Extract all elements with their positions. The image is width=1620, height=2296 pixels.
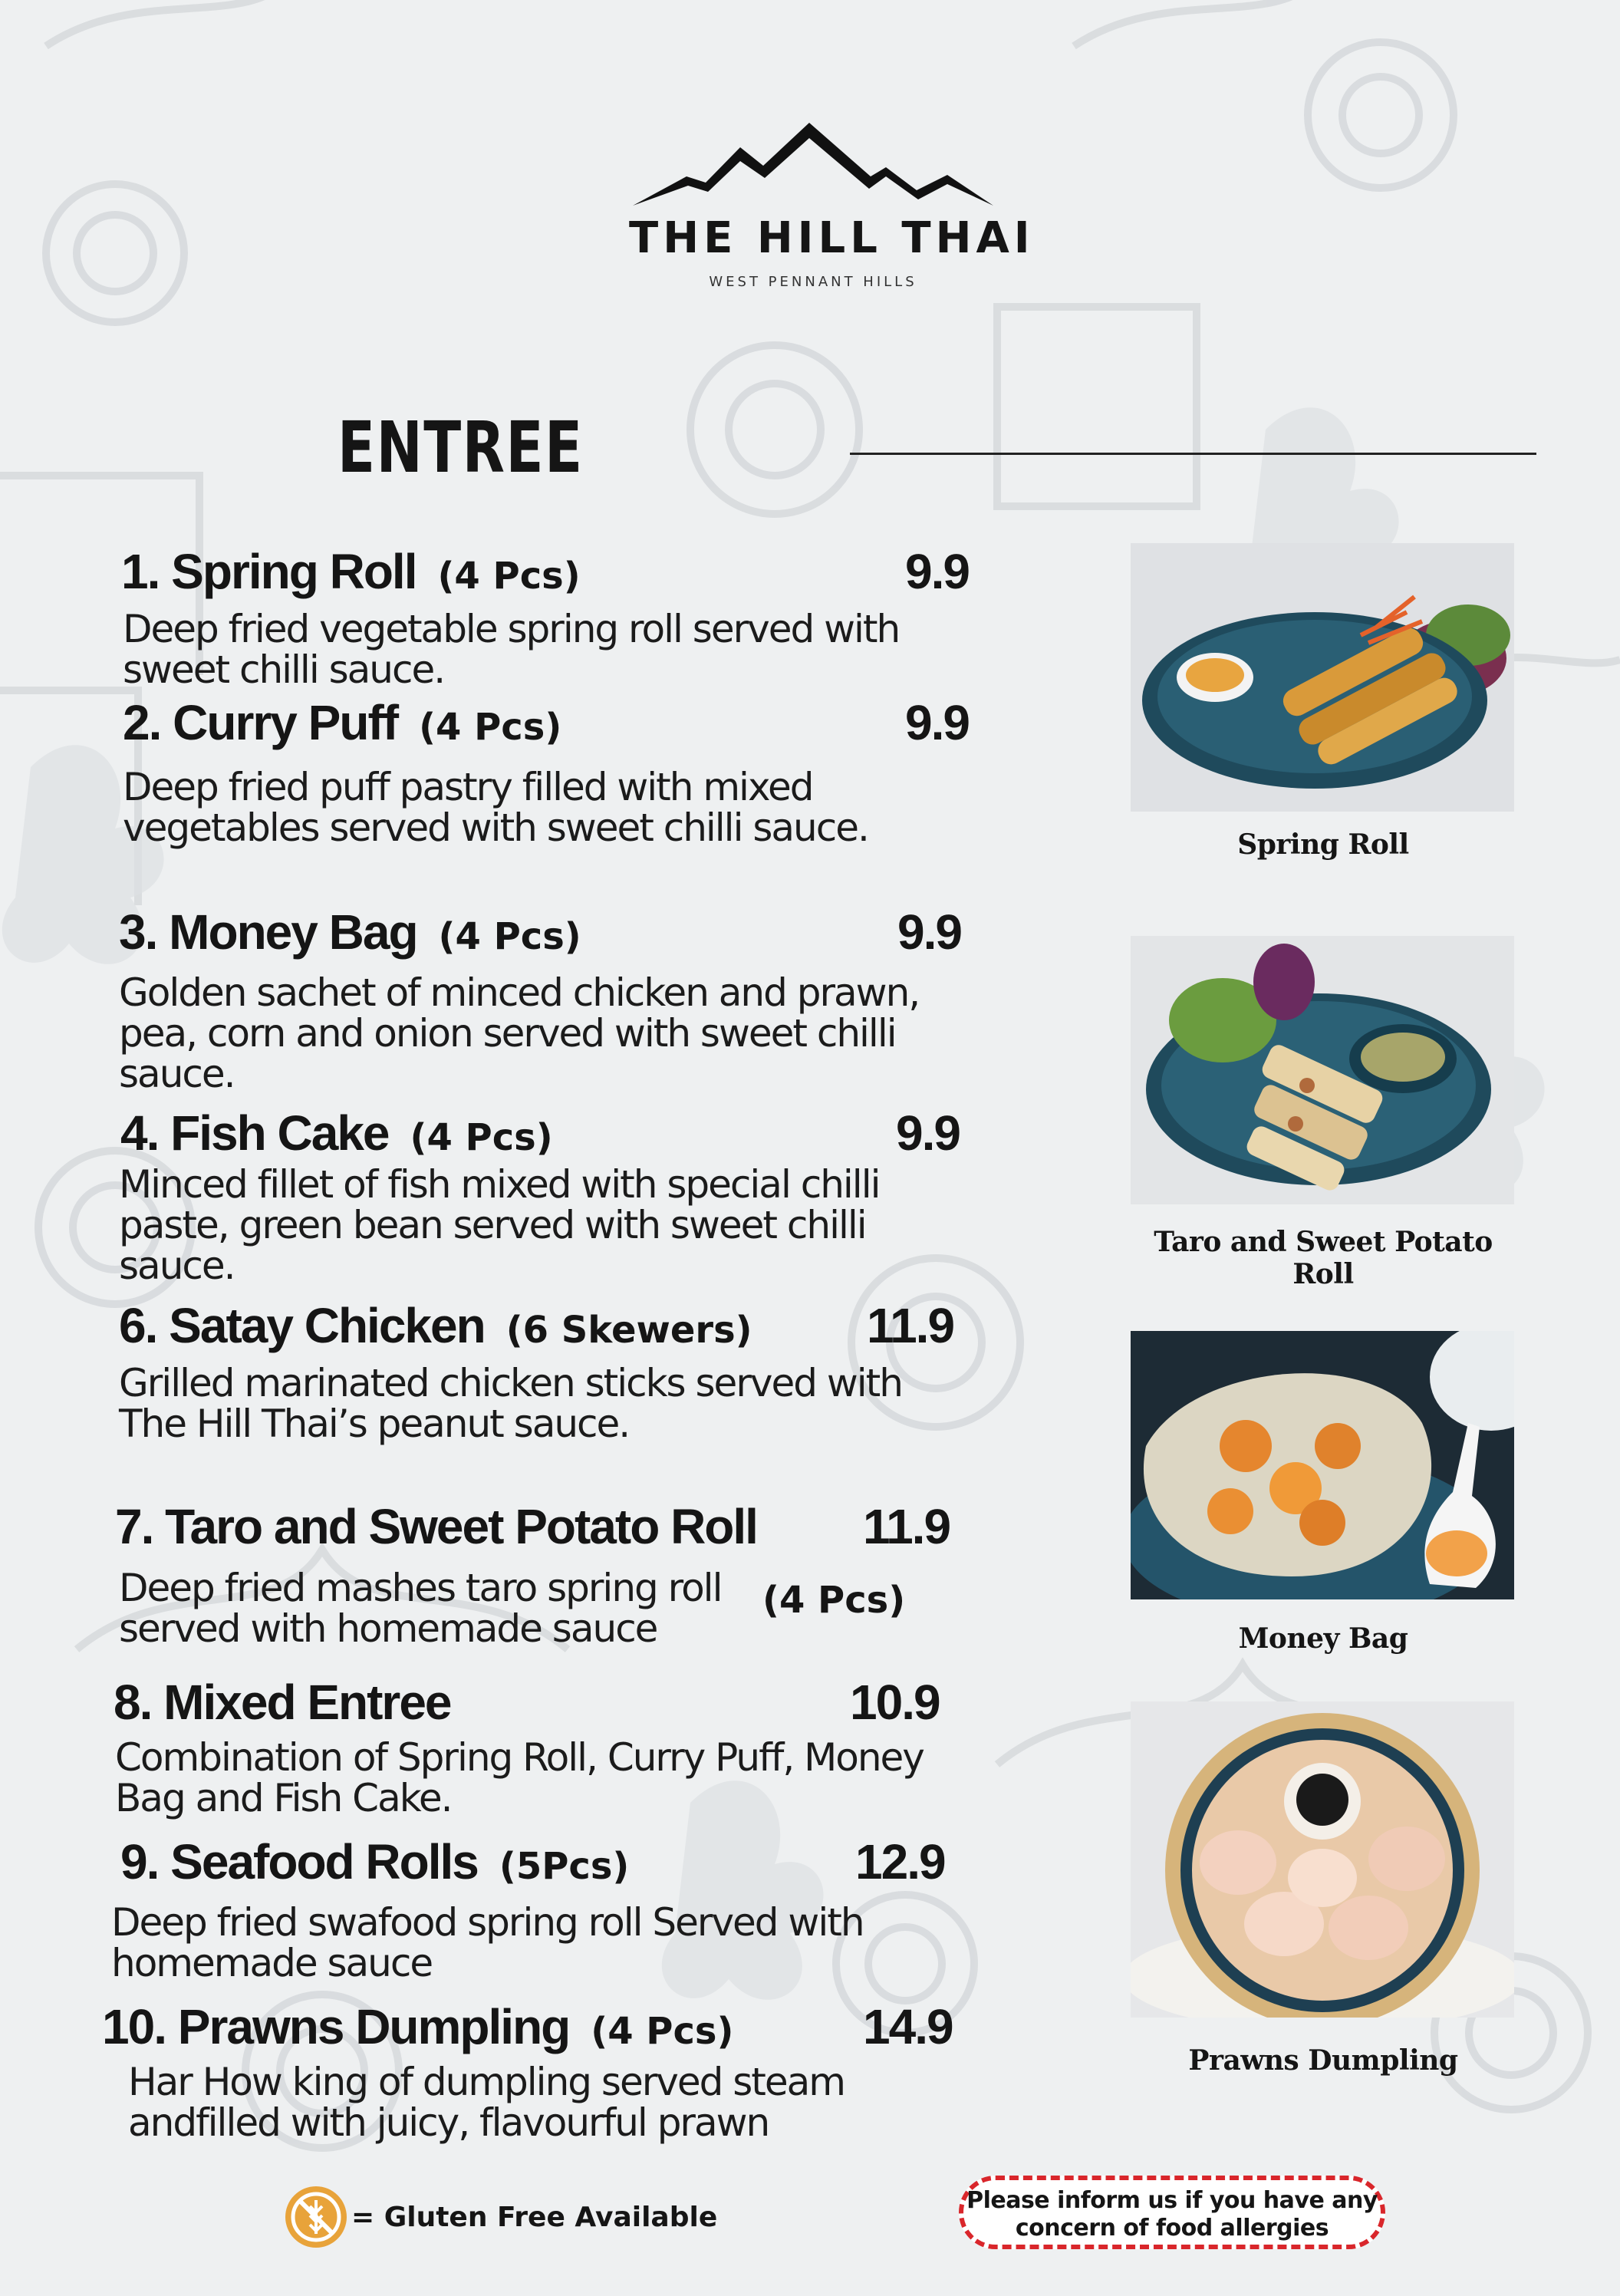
item-name: 2. Curry Puff [123, 695, 398, 750]
item-name: 10. Prawns Dumpling [102, 1999, 570, 2054]
item-description: Deep fried mashes taro spring roll served with homemade sauce [119, 1566, 722, 1651]
item-price: 9.9 [897, 904, 961, 960]
item-quantity: (4 Pcs) [437, 555, 581, 598]
menu-item-title [121, 544, 581, 599]
item-price: 11.9 [863, 1499, 950, 1554]
item-name: 7. Taro and Sweet Potato Roll [115, 1499, 757, 1554]
allergy-line: concern of food allergies [1015, 2215, 1329, 2242]
spring-roll-photo [1131, 543, 1514, 812]
menu-item-title [120, 1834, 630, 1889]
item-quantity: (6 Skewers) [505, 1309, 752, 1352]
item-price: 11.9 [867, 1298, 954, 1353]
menu-item-title [119, 904, 581, 960]
item-name: 6. Satay Chicken [119, 1298, 485, 1353]
item-description: Minced fillet of fish mixed with special chilli paste, green bean served with sweet chilli sauce. [119, 1162, 880, 1288]
brand-logo [629, 123, 1035, 322]
item-description: Golden sachet of minced chicken and prawn, pea, corn and onion served with sweet chilli sauce. [119, 970, 920, 1096]
menu-item-title [102, 1999, 734, 2054]
item-description: Har How king of dumpling served steam andfilled with juicy, flavourful prawn [128, 2060, 845, 2145]
item-price: 14.9 [863, 1999, 953, 2054]
photo-caption: Spring Roll [1237, 828, 1409, 861]
allergy-line: Please inform us if you have any [966, 2187, 1378, 2214]
prawn-dumpling-photo [1131, 1701, 1514, 2018]
menu-item-title [115, 1499, 757, 1554]
item-description: Deep fried puff pastry filled with mixed vegetables served with sweet chilli sauce. [123, 765, 868, 850]
item-description: Combination of Spring Roll, Curry Puff, Money Bag and Fish Cake. [115, 1735, 924, 1820]
photo-caption: Taro and Sweet Potato Roll [1154, 1226, 1493, 1290]
brand-name: THE HILL THAI [629, 213, 1035, 263]
item-name: 9. Seafood Rolls [120, 1834, 478, 1889]
mountain-logo-icon [633, 123, 993, 207]
gluten-free-note [282, 2183, 717, 2251]
item-quantity: (4 Pcs) [762, 1579, 906, 1622]
item-price: 10.9 [850, 1675, 940, 1730]
item-quantity: (4 Pcs) [410, 1116, 553, 1159]
item-quantity: (5Pcs) [499, 1845, 630, 1888]
money-bag-photo [1131, 1331, 1514, 1599]
allergy-notice [959, 2176, 1385, 2249]
item-name: 3. Money Bag [119, 904, 417, 960]
photo-caption: Money Bag [1238, 1622, 1408, 1655]
taro-roll-photo [1131, 936, 1514, 1204]
section-divider [850, 453, 1536, 455]
item-quantity: (4 Pcs) [591, 2010, 734, 2053]
item-price: 12.9 [855, 1834, 945, 1889]
item-price: 9.9 [905, 695, 969, 750]
gluten-free-icon [282, 2183, 350, 2251]
menu-item-title [123, 695, 562, 750]
menu-item-title [119, 1298, 752, 1353]
menu-item-title [120, 1105, 553, 1161]
item-description: Deep fried vegetable spring roll served with sweet chilli sauce. [123, 607, 900, 692]
brand-location: WEST PENNANT HILLS [709, 274, 917, 290]
item-description: Grilled marinated chicken sticks served with The Hill Thai’s peanut sauce. [119, 1361, 902, 1446]
menu-item-title [114, 1675, 451, 1730]
item-price: 9.9 [896, 1105, 960, 1161]
item-price: 9.9 [905, 544, 969, 599]
section-title: ENTREE [338, 407, 584, 489]
gluten-free-label: = Gluten Free Available [351, 2201, 718, 2233]
item-name: 4. Fish Cake [120, 1105, 389, 1161]
item-description: Deep fried swafood spring roll Served with homemade sauce [111, 1900, 864, 1985]
item-quantity: (4 Pcs) [438, 915, 581, 958]
item-name: 1. Spring Roll [121, 544, 417, 599]
photo-caption: Prawns Dumpling [1188, 2044, 1458, 2077]
item-quantity: (4 Pcs) [419, 706, 562, 749]
item-name: 8. Mixed Entree [114, 1675, 451, 1730]
